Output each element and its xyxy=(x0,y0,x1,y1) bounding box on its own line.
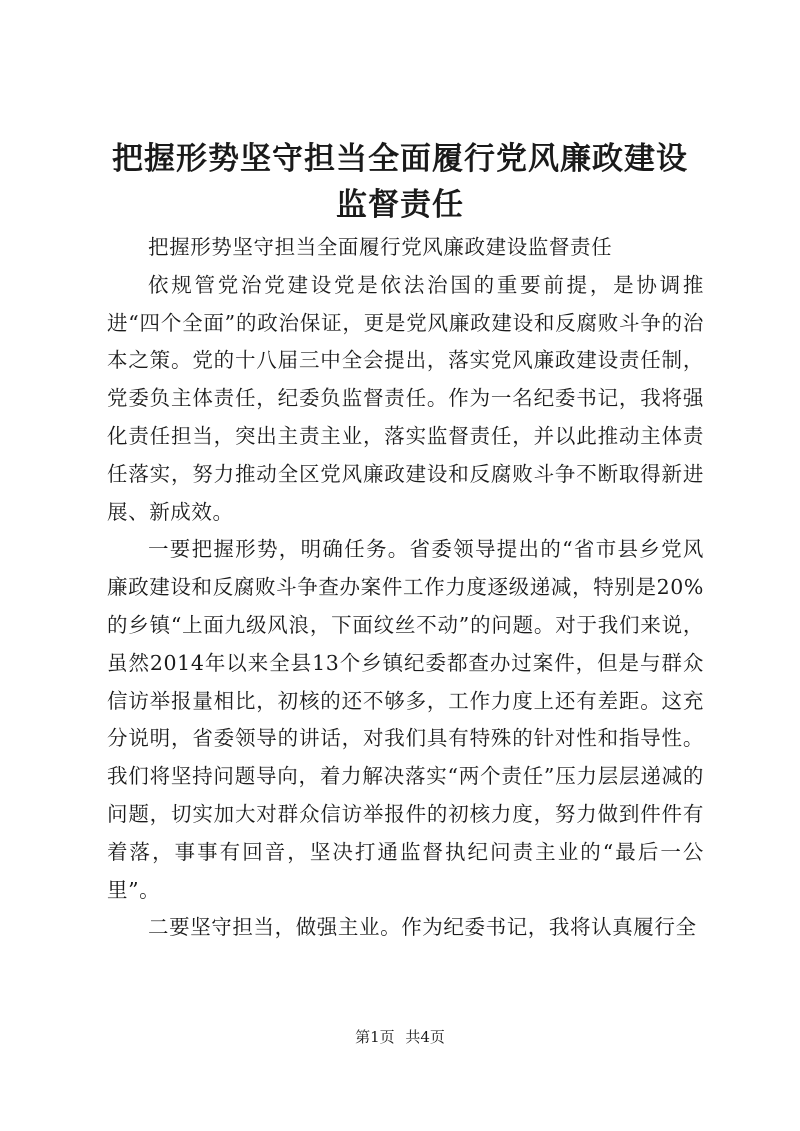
paragraph-second-point: 二要坚守担当，做强主业。作为纪委书记，我将认真履行全 xyxy=(148,915,697,940)
document-body xyxy=(107,229,704,947)
page-footer xyxy=(0,1027,800,1047)
paragraph-subtitle: 把握形势坚守担当全面履行党风廉政建设监督责任 xyxy=(148,235,613,259)
document-title: 把握形势坚守担当全面履行党风廉政建设监督责任 xyxy=(112,141,688,223)
paragraph-first-point: 一要把握形势，明确任务。省委领导提出的“省市县乡党风廉政建设和反腐败斗争查办案件工作力度逐级递减，特别是20%的乡镇“上面九级风浪，下面纹丝不动”的问题。对于我们来说，虽然2014年以来全县13个乡镇纪委都查办过案件，但是与群众信访举报量相比，初核的还不够多，工作力度上还有差距。这充分说明，省委领导的讲话，对我们具有特殊的针对性和指导性。我们将坚持问题导向，着力解决落实“两个责任”压力层层递减的问题，切实加大对群众信访举报件的初核力度，努力做到件件有着落，事事有回音，坚决打通监督执纪问责主业的“最后一公里”。 xyxy=(107,537,704,902)
page-number-total: 共4页 xyxy=(405,1028,445,1046)
paragraph-intro: 依规管党治党建设党是依法治国的重要前提，是协调推进“四个全面”的政治保证，更是党风廉政建设和反腐败斗争的治本之策。党的十八届三中全会提出，落实党风廉政建设责任制，党委负主体责任，纪委负监督责任。作为一名纪委书记，我将强化责任担当，突出主责主业，落实监督责任，并以此推动主体责任落实，努力推动全区党风廉政建设和反腐败斗争不断取得新进展、新成效。 xyxy=(107,272,704,524)
page-number-current: 第1页 xyxy=(355,1028,395,1046)
